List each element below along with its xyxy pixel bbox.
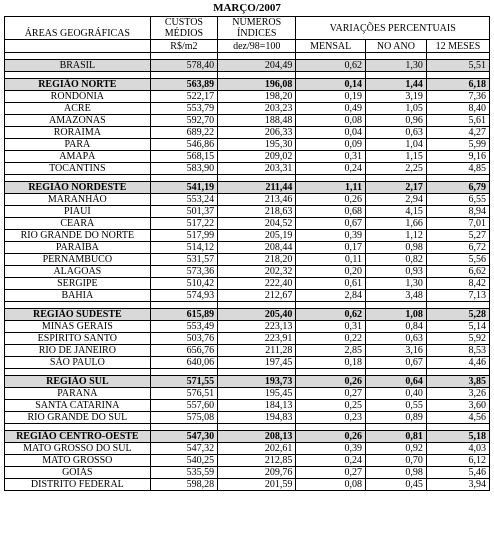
area-cell: AMAPÁ: [5, 151, 151, 163]
spacer-row: [5, 369, 490, 376]
indice-cell: 208,44: [218, 242, 296, 254]
state-row: [5, 206, 490, 218]
custo-cell: 546,86: [150, 139, 217, 151]
custo-cell: 531,57: [150, 254, 217, 266]
mensal-cell: 0,09: [296, 139, 366, 151]
spacer-row: [5, 175, 490, 182]
state-row: [5, 254, 490, 266]
meses-cell: 5,46: [426, 467, 489, 479]
meses-cell: 5,27: [426, 230, 489, 242]
state-row: [5, 290, 490, 302]
area-cell: GOIÁS: [5, 467, 151, 479]
indice-cell: 196,08: [218, 79, 296, 91]
header-row-1: [5, 17, 490, 40]
indice-cell: 223,91: [218, 333, 296, 345]
header-unit-indices: dez/98=100: [218, 40, 296, 53]
custo-cell: 522,17: [150, 91, 217, 103]
mensal-cell: 0,31: [296, 321, 366, 333]
area-cell: RONDÔNIA: [5, 91, 151, 103]
state-row: [5, 479, 490, 491]
custo-cell: 598,28: [150, 479, 217, 491]
mensal-cell: 0,68: [296, 206, 366, 218]
mensal-cell: 0,61: [296, 278, 366, 290]
custo-cell: 547,30: [150, 431, 217, 443]
indice-cell: 194,83: [218, 412, 296, 424]
state-row: [5, 467, 490, 479]
mensal-cell: 0,22: [296, 333, 366, 345]
state-row: [5, 412, 490, 424]
area-cell: BRASIL: [5, 60, 151, 72]
meses-cell: 5,56: [426, 254, 489, 266]
area-cell: SANTA CATARINA: [5, 400, 151, 412]
mensal-cell: 0,08: [296, 479, 366, 491]
meses-cell: 7,36: [426, 91, 489, 103]
region-row: [5, 431, 490, 443]
custo-cell: 592,70: [150, 115, 217, 127]
mensal-cell: 0,26: [296, 194, 366, 206]
mensal-cell: 0,24: [296, 163, 366, 175]
indice-cell: 212,67: [218, 290, 296, 302]
custo-cell: 540,25: [150, 455, 217, 467]
meses-cell: 4,85: [426, 163, 489, 175]
custo-cell: 503,76: [150, 333, 217, 345]
ano-cell: 1,66: [365, 218, 426, 230]
ano-cell: 0,55: [365, 400, 426, 412]
indice-cell: 212,85: [218, 455, 296, 467]
meses-cell: 7,13: [426, 290, 489, 302]
ano-cell: 0,63: [365, 127, 426, 139]
indice-cell: 211,28: [218, 345, 296, 357]
header-mensal: MENSAL: [296, 40, 366, 53]
ano-cell: 0,96: [365, 115, 426, 127]
header-variacoes: VARIAÇÕES PERCENTUAIS: [296, 17, 490, 40]
ano-cell: 3,16: [365, 345, 426, 357]
area-cell: RIO GRANDE DO SUL: [5, 412, 151, 424]
mensal-cell: 0,19: [296, 91, 366, 103]
meses-cell: 4,27: [426, 127, 489, 139]
meses-cell: 4,56: [426, 412, 489, 424]
state-row: [5, 443, 490, 455]
custo-cell: 640,06: [150, 357, 217, 369]
custo-cell: 510,42: [150, 278, 217, 290]
indice-cell: 211,44: [218, 182, 296, 194]
ano-cell: 1,15: [365, 151, 426, 163]
ano-cell: 0,81: [365, 431, 426, 443]
meses-cell: 3,26: [426, 388, 489, 400]
mensal-cell: 2,84: [296, 290, 366, 302]
area-cell: MARANHÃO: [5, 194, 151, 206]
indice-cell: 188,48: [218, 115, 296, 127]
area-cell: REGIÃO NORTE: [5, 79, 151, 91]
area-cell: RORAIMA: [5, 127, 151, 139]
indice-cell: 204,52: [218, 218, 296, 230]
area-cell: BAHIA: [5, 290, 151, 302]
area-cell: TOCANTINS: [5, 163, 151, 175]
custo-cell: 541,19: [150, 182, 217, 194]
mensal-cell: 0,27: [296, 388, 366, 400]
state-row: [5, 278, 490, 290]
mensal-cell: 0,04: [296, 127, 366, 139]
state-row: [5, 345, 490, 357]
ano-cell: 0,45: [365, 479, 426, 491]
state-row: [5, 357, 490, 369]
custo-cell: 576,51: [150, 388, 217, 400]
meses-cell: 8,40: [426, 103, 489, 115]
meses-cell: 6,79: [426, 182, 489, 194]
meses-cell: 3,60: [426, 400, 489, 412]
meses-cell: 6,12: [426, 455, 489, 467]
custo-cell: 563,89: [150, 79, 217, 91]
state-row: [5, 400, 490, 412]
meses-cell: 6,72: [426, 242, 489, 254]
indice-cell: 203,31: [218, 163, 296, 175]
custo-cell: 517,22: [150, 218, 217, 230]
area-cell: REGIÃO SUL: [5, 376, 151, 388]
ano-cell: 0,67: [365, 357, 426, 369]
custo-cell: 557,60: [150, 400, 217, 412]
mensal-cell: 0,26: [296, 376, 366, 388]
region-row: [5, 79, 490, 91]
meses-cell: 5,18: [426, 431, 489, 443]
ano-cell: 1,08: [365, 309, 426, 321]
meses-cell: 6,62: [426, 266, 489, 278]
ano-cell: 0,98: [365, 467, 426, 479]
indice-cell: 197,45: [218, 357, 296, 369]
area-cell: RIO DE JANEIRO: [5, 345, 151, 357]
mensal-cell: 0,08: [296, 115, 366, 127]
custo-cell: 535,59: [150, 467, 217, 479]
indice-cell: 206,33: [218, 127, 296, 139]
spacer-row: [5, 302, 490, 309]
mensal-cell: 2,85: [296, 345, 366, 357]
mensal-cell: 0,17: [296, 242, 366, 254]
mensal-cell: 0,62: [296, 60, 366, 72]
area-cell: SERGIPE: [5, 278, 151, 290]
area-cell: REGIÃO NORDESTE: [5, 182, 151, 194]
area-cell: SÃO PAULO: [5, 357, 151, 369]
ano-cell: 1,30: [365, 278, 426, 290]
ano-cell: 2,17: [365, 182, 426, 194]
custo-cell: 568,15: [150, 151, 217, 163]
indice-cell: 218,63: [218, 206, 296, 218]
meses-cell: 3,94: [426, 479, 489, 491]
meses-cell: 4,46: [426, 357, 489, 369]
ano-cell: 1,04: [365, 139, 426, 151]
mensal-cell: 0,39: [296, 230, 366, 242]
mensal-cell: 1,11: [296, 182, 366, 194]
header-unit-custos: R$/m2: [150, 40, 217, 53]
ano-cell: 0,40: [365, 388, 426, 400]
meses-cell: 5,28: [426, 309, 489, 321]
state-row: [5, 139, 490, 151]
header-no-ano: NO ANO: [365, 40, 426, 53]
meses-cell: 7,01: [426, 218, 489, 230]
area-cell: RIO GRANDE DO NORTE: [5, 230, 151, 242]
indice-cell: 223,13: [218, 321, 296, 333]
ano-cell: 2,94: [365, 194, 426, 206]
mensal-cell: 0,27: [296, 467, 366, 479]
indice-cell: 209,02: [218, 151, 296, 163]
area-cell: ACRE: [5, 103, 151, 115]
indice-cell: 205,40: [218, 309, 296, 321]
header-12-meses: 12 MESES: [426, 40, 489, 53]
region-row: [5, 182, 490, 194]
area-cell: MATO GROSSO DO SUL: [5, 443, 151, 455]
state-row: [5, 266, 490, 278]
mensal-cell: 0,18: [296, 357, 366, 369]
custo-cell: 583,90: [150, 163, 217, 175]
indice-cell: 222,40: [218, 278, 296, 290]
indice-cell: 195,45: [218, 388, 296, 400]
area-cell: REGIÃO SUDESTE: [5, 309, 151, 321]
state-row: [5, 151, 490, 163]
custo-cell: 571,55: [150, 376, 217, 388]
indice-cell: 209,76: [218, 467, 296, 479]
header-area: ÁREAS GEOGRÁFICAS: [5, 17, 151, 40]
ano-cell: 0,63: [365, 333, 426, 345]
custo-cell: 575,08: [150, 412, 217, 424]
ano-cell: 0,64: [365, 376, 426, 388]
mensal-cell: 0,39: [296, 443, 366, 455]
mensal-cell: 0,67: [296, 218, 366, 230]
region-row: [5, 309, 490, 321]
ano-cell: 0,92: [365, 443, 426, 455]
indice-cell: 205,19: [218, 230, 296, 242]
state-row: [5, 103, 490, 115]
custo-cell: 547,32: [150, 443, 217, 455]
meses-cell: 8,53: [426, 345, 489, 357]
area-cell: AMAZONAS: [5, 115, 151, 127]
ano-cell: 0,89: [365, 412, 426, 424]
meses-cell: 9,16: [426, 151, 489, 163]
header-numeros: NÚMEROS ÍNDICES: [218, 17, 296, 40]
ano-cell: 1,44: [365, 79, 426, 91]
custo-cell: 553,24: [150, 194, 217, 206]
state-row: [5, 455, 490, 467]
header-custos: CUSTOS MÉDIOS: [150, 17, 217, 40]
area-cell: PIAUÍ: [5, 206, 151, 218]
state-row: [5, 321, 490, 333]
ano-cell: 4,15: [365, 206, 426, 218]
meses-cell: 4,03: [426, 443, 489, 455]
area-cell: MATO GROSSO: [5, 455, 151, 467]
meses-cell: 6,55: [426, 194, 489, 206]
meses-cell: 5,92: [426, 333, 489, 345]
custo-cell: 656,76: [150, 345, 217, 357]
custo-cell: 553,49: [150, 321, 217, 333]
area-cell: PARAÍBA: [5, 242, 151, 254]
indice-cell: 202,61: [218, 443, 296, 455]
state-row: [5, 163, 490, 175]
ano-cell: 3,48: [365, 290, 426, 302]
custo-cell: 689,22: [150, 127, 217, 139]
ano-cell: 2,25: [365, 163, 426, 175]
indice-cell: 184,13: [218, 400, 296, 412]
indice-cell: 202,32: [218, 266, 296, 278]
header-area-blank: [5, 40, 151, 53]
area-cell: MINAS GERAIS: [5, 321, 151, 333]
state-row: [5, 91, 490, 103]
meses-cell: 5,14: [426, 321, 489, 333]
custo-cell: 514,12: [150, 242, 217, 254]
indice-cell: 201,59: [218, 479, 296, 491]
state-row: [5, 333, 490, 345]
spacer-row: [5, 424, 490, 431]
meses-cell: 5,99: [426, 139, 489, 151]
state-row: [5, 194, 490, 206]
spacer-row: [5, 72, 490, 79]
spacer-row: [5, 53, 490, 60]
ano-cell: 1,12: [365, 230, 426, 242]
table-title: MARÇO/2007: [213, 2, 281, 14]
meses-cell: 8,42: [426, 278, 489, 290]
mensal-cell: 0,31: [296, 151, 366, 163]
region-row: [5, 376, 490, 388]
mensal-cell: 0,62: [296, 309, 366, 321]
meses-cell: 8,94: [426, 206, 489, 218]
mensal-cell: 0,20: [296, 266, 366, 278]
indice-cell: 218,20: [218, 254, 296, 266]
area-cell: CEARÁ: [5, 218, 151, 230]
cost-table: [4, 16, 490, 491]
state-row: [5, 388, 490, 400]
ano-cell: 1,30: [365, 60, 426, 72]
area-cell: ESPÍRITO SANTO: [5, 333, 151, 345]
meses-cell: 6,18: [426, 79, 489, 91]
ano-cell: 0,84: [365, 321, 426, 333]
custo-cell: 574,93: [150, 290, 217, 302]
state-row: [5, 230, 490, 242]
ano-cell: 0,98: [365, 242, 426, 254]
mensal-cell: 0,14: [296, 79, 366, 91]
mensal-cell: 0,26: [296, 431, 366, 443]
area-cell: DISTRITO FEDERAL: [5, 479, 151, 491]
meses-cell: 5,61: [426, 115, 489, 127]
indice-cell: 213,46: [218, 194, 296, 206]
ano-cell: 0,70: [365, 455, 426, 467]
indice-cell: 204,49: [218, 60, 296, 72]
area-cell: PARANÁ: [5, 388, 151, 400]
indice-cell: 193,73: [218, 376, 296, 388]
custo-cell: 501,37: [150, 206, 217, 218]
area-cell: REGIÃO CENTRO-OESTE: [5, 431, 151, 443]
indice-cell: 203,23: [218, 103, 296, 115]
state-row: [5, 242, 490, 254]
ano-cell: 0,93: [365, 266, 426, 278]
state-row: [5, 115, 490, 127]
indice-cell: 208,13: [218, 431, 296, 443]
area-cell: PERNAMBUCO: [5, 254, 151, 266]
custo-cell: 573,36: [150, 266, 217, 278]
mensal-cell: 0,23: [296, 412, 366, 424]
meses-cell: 5,51: [426, 60, 489, 72]
indice-cell: 198,20: [218, 91, 296, 103]
custo-cell: 517,99: [150, 230, 217, 242]
mensal-cell: 0,49: [296, 103, 366, 115]
ano-cell: 0,82: [365, 254, 426, 266]
indice-cell: 195,30: [218, 139, 296, 151]
mensal-cell: 0,11: [296, 254, 366, 266]
custo-cell: 578,40: [150, 60, 217, 72]
area-cell: PARÁ: [5, 139, 151, 151]
mensal-cell: 0,24: [296, 455, 366, 467]
state-row: [5, 127, 490, 139]
ano-cell: 1,05: [365, 103, 426, 115]
area-cell: ALAGOAS: [5, 266, 151, 278]
meses-cell: 3,85: [426, 376, 489, 388]
ano-cell: 3,19: [365, 91, 426, 103]
state-row: [5, 218, 490, 230]
custo-cell: 553,79: [150, 103, 217, 115]
custo-cell: 615,89: [150, 309, 217, 321]
brasil-row: [5, 60, 490, 72]
mensal-cell: 0,25: [296, 400, 366, 412]
header-row-2: [5, 40, 490, 53]
